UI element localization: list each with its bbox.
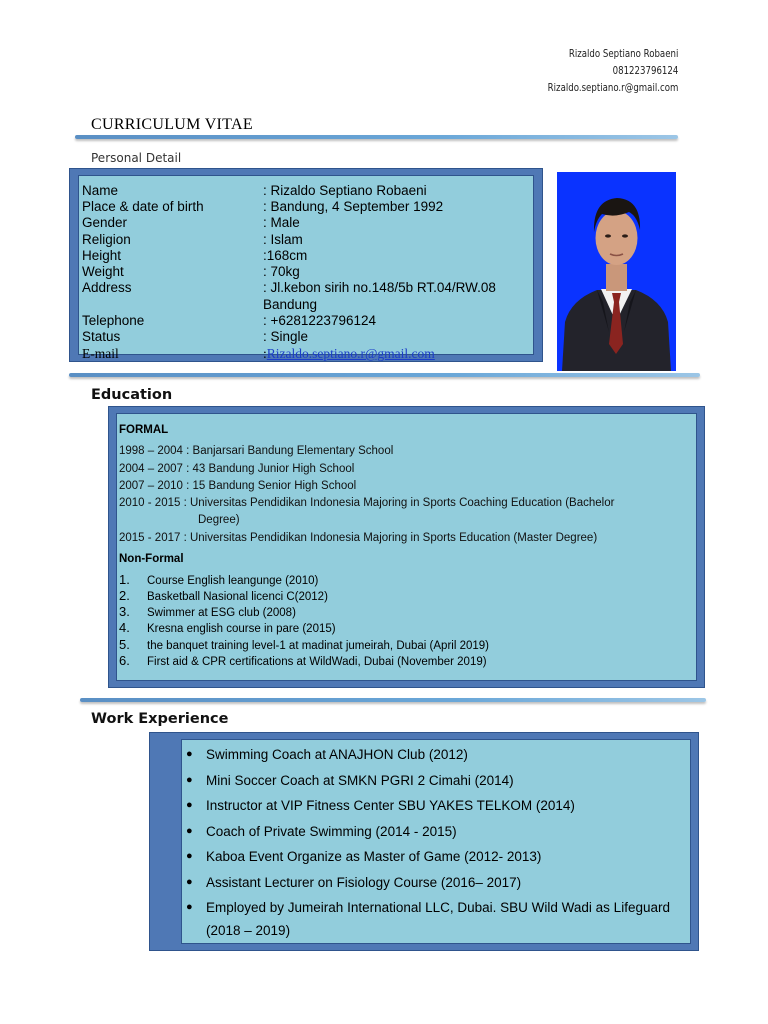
bullet-icon: ● (186, 748, 193, 760)
nonformal-item: 4. Kresna english course in pare (2015) (119, 620, 336, 635)
bullet-icon: ● (186, 850, 193, 862)
email-label: E-mail (82, 346, 119, 361)
nonformal-item: 5. the banquet training level-1 at madinat jumeirah, Dubai (April 2019) (119, 637, 490, 652)
formal-item: 1998 – 2004 : Banjarsari Bandung Elementary School (119, 445, 394, 457)
contact-name: Rizaldo Septiano Robaeni (568, 48, 678, 60)
contact-phone: 081223796124 (612, 65, 678, 77)
bullet-icon: ● (186, 799, 193, 811)
work-inner: ● Swimming Coach at ANAJHON Club (2012) ● Mini Soccer Coach at SMKN PGRI 2 Cimahi (2014) ● Instructor at VIP Fitness Center SBU YAKES TELKOM (2014) ● Coach of Private Swimming (2014 - 2015) ● Kaboa Event Organize as Master of Game (2012- 2013) ● Assistant Lecturer on Fisiology Course (2016– 2017) ● Employed by Jumeirah International LLC, Dubai. SBU Wild Wadi as Lifeguard (2018 – 2019) (181, 739, 691, 944)
education-divider (80, 698, 706, 702)
formal-item-continued: Degree) (198, 514, 240, 526)
education-inner (116, 413, 697, 681)
education-box (108, 406, 705, 688)
personal-detail-inner: Name : Rizaldo Septiano Robaeni Place & date of birth : Bandung, 4 September 1992 Gender : Male Religion : Islam Height :168cm Weight : 70kg Address : Jl.kebon sirih no.148/5b RT.04/RW.08 Bandung Telephone : +6281223796124 Status : Single E-mail :Rizaldo.septiano.r@gmail.com (78, 175, 534, 355)
profile-photo (557, 172, 676, 371)
bullet-icon: ● (186, 825, 193, 837)
formal-item: 2004 – 2007 : 43 Bandung Junior High School (119, 463, 355, 475)
bullet-icon: ● (186, 774, 193, 786)
education-heading: Education (91, 387, 173, 403)
nonformal-item: 3. Swimmer at ESG club (2008) (119, 604, 296, 619)
nonformal-item: 1. Course English leangunge (2010) (119, 572, 319, 587)
formal-heading: FORMAL (119, 424, 169, 436)
bullet-icon: ● (186, 876, 193, 888)
nonformal-item: 6. First aid & CPR certifications at WildWadi, Dubai (November 2019) (119, 653, 487, 668)
bullet-icon: ● (186, 901, 193, 913)
nonformal-heading: Non-Formal (119, 553, 184, 565)
formal-item: 2010 - 2015 : Universitas Pendidikan Indonesia Majoring in Sports Coaching Education (Bachelor (119, 497, 615, 509)
work-heading: Work Experience (91, 711, 229, 727)
work-box (149, 732, 699, 951)
page-title: CURRICULUM VITAE (91, 116, 253, 133)
contact-email[interactable]: Rizaldo.septiano.r@gmail.com (547, 82, 678, 94)
contact-block (547, 46, 678, 97)
formal-item: 2015 - 2017 : Universitas Pendidikan Indonesia Majoring in Sports Education (Master Degree) (119, 532, 598, 544)
email-colon: : (263, 346, 267, 361)
personal-detail-box (69, 168, 543, 362)
nonformal-item: 2. Basketball Nasional licenci C(2012) (119, 588, 328, 603)
personal-heading: Personal Detail (91, 151, 182, 165)
profile-photo-illustration (557, 172, 676, 371)
formal-item: 2007 – 2010 : 15 Bandung Senior High School (119, 480, 357, 492)
title-divider (75, 135, 678, 139)
personal-divider (69, 373, 700, 377)
email-link[interactable]: Rizaldo.septiano.r@gmail.com (266, 346, 435, 361)
